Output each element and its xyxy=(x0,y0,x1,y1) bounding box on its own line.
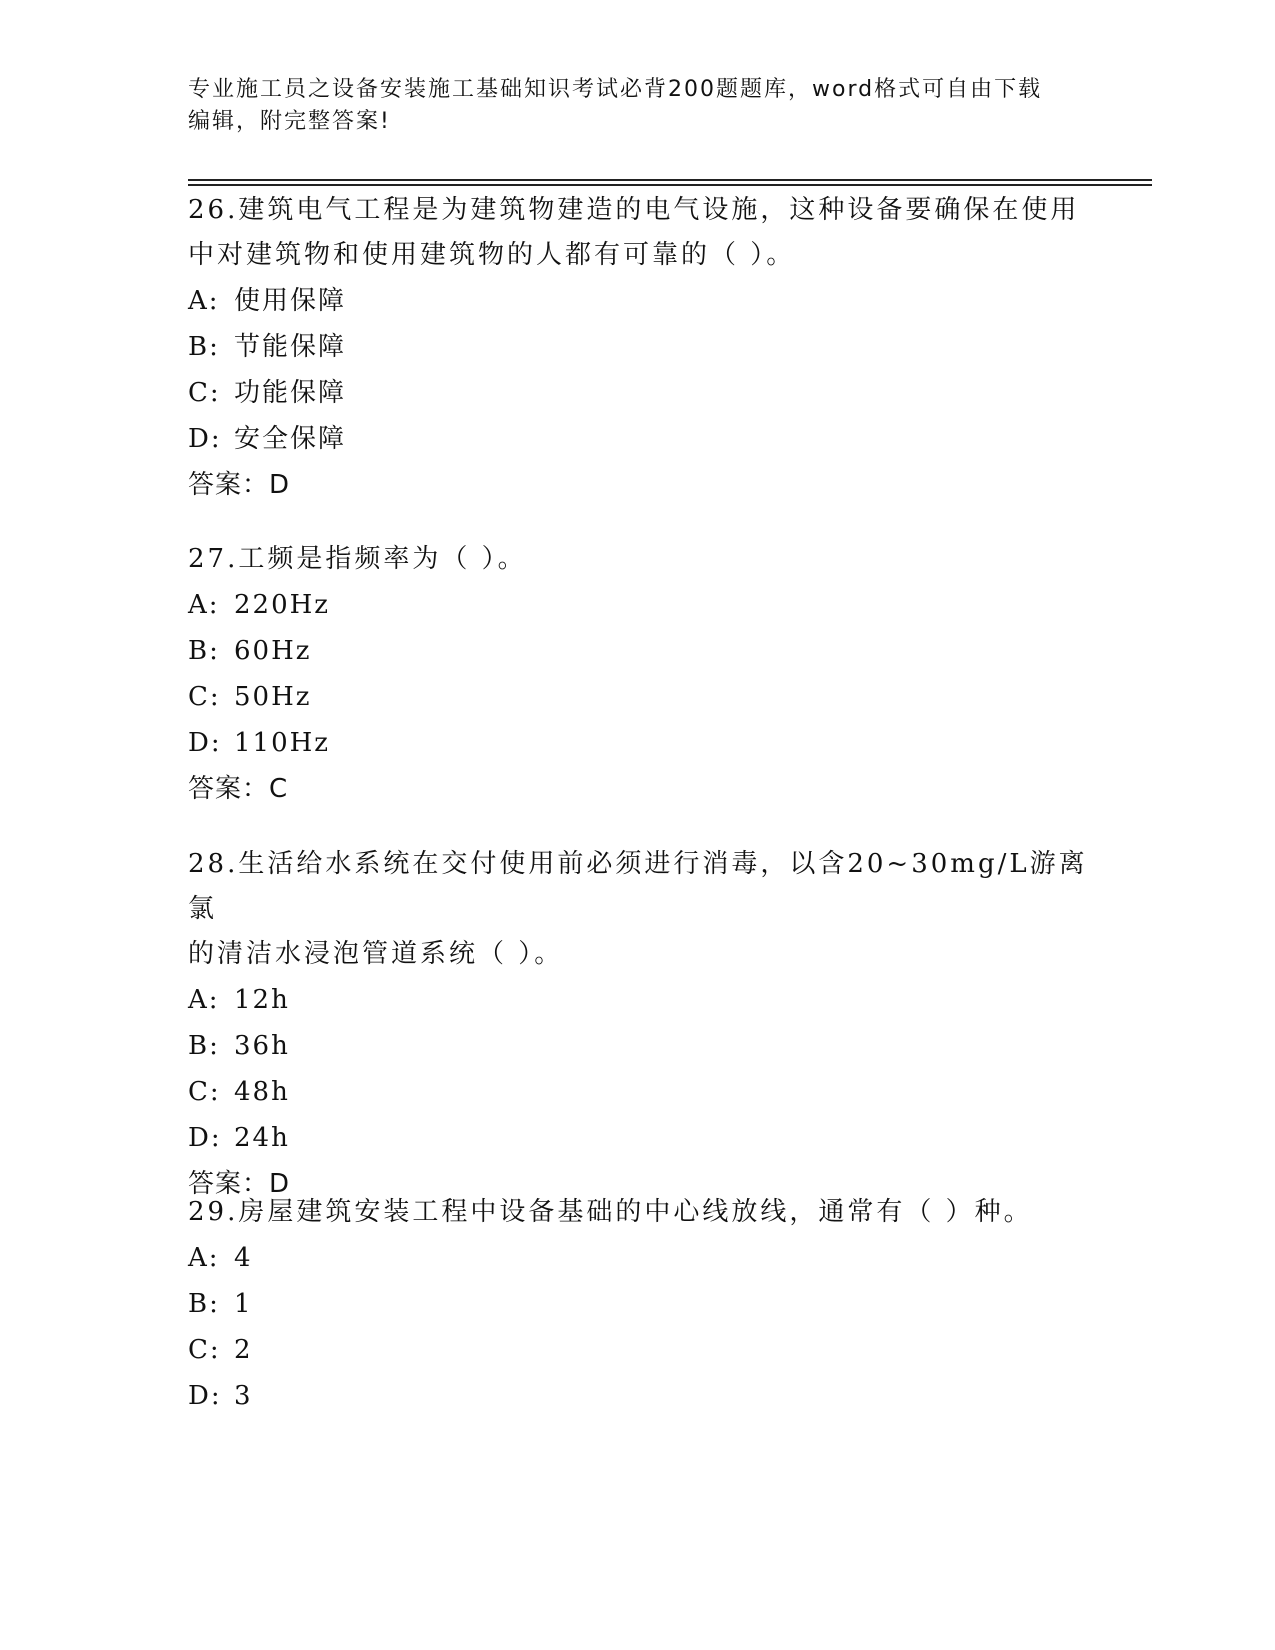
question-29 xyxy=(188,1190,1088,1419)
option-c xyxy=(188,674,1088,720)
option-d xyxy=(188,416,1088,462)
option-c xyxy=(188,370,1088,416)
option-d xyxy=(188,720,1088,766)
option-text: 使用保障 xyxy=(234,286,347,316)
option-text: 110Hz xyxy=(234,728,330,758)
document-header xyxy=(188,74,1088,138)
answer-label: 答案： xyxy=(188,1169,270,1199)
header-line-2: 编辑，附完整答案! xyxy=(188,109,391,134)
answer-label: 答案： xyxy=(188,470,270,500)
option-a xyxy=(188,278,1088,324)
option-text: 24h xyxy=(234,1123,290,1153)
option-letter: B: xyxy=(188,1031,220,1061)
option-a xyxy=(188,1235,1088,1281)
question-text-line-2: 中对建筑物和使用建筑物的人都有可靠的（ ）。 xyxy=(188,240,796,270)
option-c xyxy=(188,1069,1088,1115)
question-text-line-1: 29.房屋建筑安装工程中设备基础的中心线放线，通常有（ ）种。 xyxy=(188,1197,1033,1227)
question-text-line-1: 27.工频是指频率为（ ）。 xyxy=(188,544,527,574)
option-letter: A: xyxy=(188,985,220,1015)
question-text-line-1: 26.建筑电气工程是为建筑物建造的电气设施，这种设备要确保在使用 xyxy=(188,195,1080,225)
option-b xyxy=(188,628,1088,674)
option-letter: C: xyxy=(188,378,221,408)
header-divider-bottom xyxy=(188,184,1152,186)
option-letter: D: xyxy=(188,728,222,758)
answer-line xyxy=(188,462,1088,508)
question-text-line-1: 28.生活给水系统在交付使用前必须进行消毒，以含20~30mg/L游离氯 xyxy=(188,849,1088,924)
question-27 xyxy=(188,537,1088,812)
option-text: 1 xyxy=(234,1289,253,1319)
option-text: 3 xyxy=(234,1381,253,1411)
option-letter: D: xyxy=(188,424,222,454)
option-letter: B: xyxy=(188,1289,220,1319)
option-letter: C: xyxy=(188,1077,221,1107)
answer-label: 答案： xyxy=(188,774,270,804)
option-text: 60Hz xyxy=(234,636,312,666)
option-text: 220Hz xyxy=(234,590,330,620)
option-c xyxy=(188,1327,1088,1373)
option-text: 2 xyxy=(234,1335,253,1365)
option-text: 12h xyxy=(234,985,290,1015)
option-letter: A: xyxy=(188,590,220,620)
option-letter: B: xyxy=(188,332,220,362)
header-line-1: 专业施工员之设备安装施工基础知识考试必背200题题库，word格式可自由下载 xyxy=(188,77,1043,102)
answer-value: C xyxy=(269,774,289,804)
option-text: 48h xyxy=(234,1077,290,1107)
option-letter: D: xyxy=(188,1381,222,1411)
option-a xyxy=(188,977,1088,1023)
option-b xyxy=(188,1023,1088,1069)
option-text: 4 xyxy=(234,1243,253,1273)
option-letter: A: xyxy=(188,1243,220,1273)
answer-value: D xyxy=(269,470,291,500)
option-letter: B: xyxy=(188,636,220,666)
option-letter: D: xyxy=(188,1123,222,1153)
option-letter: C: xyxy=(188,682,221,712)
option-text: 节能保障 xyxy=(234,332,347,362)
option-d xyxy=(188,1115,1088,1161)
option-text: 功能保障 xyxy=(234,378,347,408)
option-a xyxy=(188,582,1088,628)
question-28 xyxy=(188,842,1088,1207)
option-text: 安全保障 xyxy=(234,424,347,454)
question-26 xyxy=(188,188,1088,508)
option-d xyxy=(188,1373,1088,1419)
option-text: 36h xyxy=(234,1031,290,1061)
header-divider-top xyxy=(188,179,1152,181)
question-text-line-2: 的清洁水浸泡管道系统（ ）。 xyxy=(188,939,564,969)
answer-line xyxy=(188,766,1088,812)
answer-value: D xyxy=(269,1169,291,1199)
option-letter: C: xyxy=(188,1335,221,1365)
option-letter: A: xyxy=(188,286,220,316)
option-b xyxy=(188,324,1088,370)
option-text: 50Hz xyxy=(234,682,312,712)
option-b xyxy=(188,1281,1088,1327)
